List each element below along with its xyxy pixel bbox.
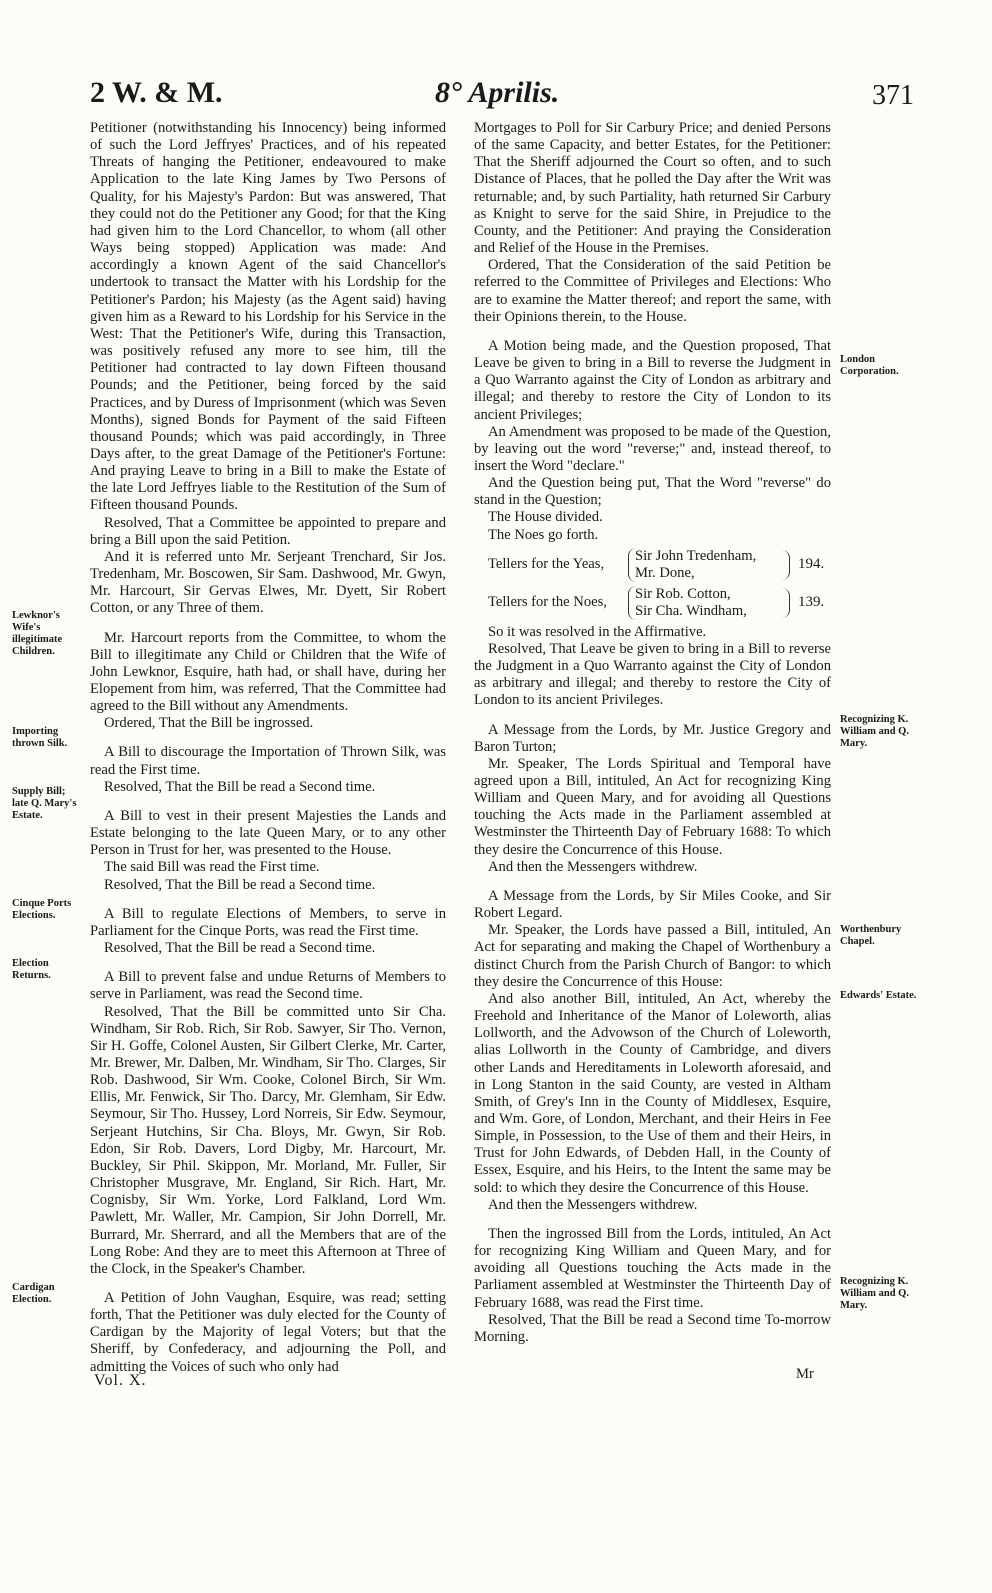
paragraph: Resolved, That the Bill be read a Second time. <box>104 778 376 795</box>
paragraph: Mr. Harcourt reports from the Committee, to whom the Bill to illegitimate any Child or Children that the Wife of John Lewknor, Esquire, hath had, or shall have, during her Elopement from him, was referred, That the Committee had agreed to the Bill without any Amendments. <box>90 629 446 715</box>
tellers-noes-label: Tellers for the Noes, <box>488 594 607 611</box>
teller-name: Sir Rob. Cotton, <box>635 585 731 602</box>
paragraph: Resolved, That the Bill be read a Second time. <box>104 876 376 893</box>
teller-name: Mr. Done, <box>635 564 695 581</box>
tellers-yeas <box>488 546 831 584</box>
paragraph: Mr. Speaker, the Lords have passed a Bill, intituled, An Act for separating and making the Chapel of Worthenbury a distinct Church from the Parish Church of Bangor: to which they desire the Concurrence of this House: <box>474 922 831 990</box>
paragraph: A Bill to discourage the Importation of Thrown Silk, was read the First time. <box>90 744 446 778</box>
side-note-recognizing-1: Recognizing K. William and Q. Mary. <box>840 714 909 749</box>
side-note-cinque: Cinque Ports Elections. <box>12 898 72 921</box>
side-note-silk: Importing thrown Silk. <box>12 726 68 749</box>
paragraph: A Bill to regulate Elections of Members, to serve in Parliament for the Cinque Ports, was read the First time. <box>90 905 446 939</box>
paragraph: Mortgages to Poll for Sir Carbury Price; and denied Persons of the same Capacity, and better Estates, for the Petitioner: That the Sheriff adjourned the Court so often, and to such Distance of Places, that he polled the Day after the Writ was returnable; and, by such Partiality, hath returned Sir Carbury as Knight to serve for the said Shire, in Prejudice to the County, and the Petitioner: And praying the Consideration and Relief of the House in the Premises. <box>474 120 831 257</box>
paragraph: Then the ingrossed Bill from the Lords, intituled, An Act for recognizing King William and Queen Mary, and for avoiding all Questions touching the Acts made in the Parliament assembled at Westminster the Thirteenth Day of February 1688, was read the First time. <box>474 1225 831 1311</box>
teller-name: Sir Cha. Windham, <box>635 602 747 619</box>
paragraph: And the Question being put, That the Word "reverse" do stand in the Question; <box>474 475 831 509</box>
paragraph: Resolved, That the Bill be read a Second time. <box>104 940 376 957</box>
catchword: Mr <box>796 1366 814 1382</box>
paragraph: A Bill to prevent false and undue Returns of Members to serve in Parliament, was read the Second time. <box>90 969 446 1003</box>
paragraph: Mr. Speaker, The Lords Spiritual and Temporal have agreed upon a Bill, intituled, An Act for recognizing King William and Queen Mary, and for avoiding all Questions touching the Acts made in the Parliament assembled at Westminster the Thirteenth Day of February 1688: To which they desire the Concurrence of this House. <box>474 755 831 858</box>
tellers-yeas-names <box>628 548 777 582</box>
paragraph: Resolved, That the Bill be read a Second time To-morrow Morning. <box>474 1311 831 1345</box>
paragraph: Resolved, That a Committee be appointed to prepare and bring a Bill upon the said Petition. <box>90 514 446 548</box>
right-column <box>474 120 831 1346</box>
noes-count: 139. <box>798 594 825 611</box>
side-note-lewknor: Lewknor's Wife's illegitimate Children. <box>12 610 63 657</box>
side-note-supply: Supply Bill; late Q. Mary's Estate. <box>12 786 77 821</box>
paragraph: The House divided. <box>488 509 603 526</box>
side-note-returns: Election Returns. <box>12 958 51 981</box>
side-note-recognizing-2: Recognizing K. William and Q. Mary. <box>840 1276 909 1311</box>
paragraph: The Noes go forth. <box>488 526 599 543</box>
paragraph: And then the Messengers withdrew. <box>488 858 698 875</box>
left-column <box>90 120 446 1376</box>
paragraph: A Message from the Lords, by Mr. Justice Gregory and Baron Turton; <box>474 721 831 755</box>
paragraph: And then the Messengers withdrew. <box>488 1196 698 1213</box>
paragraph: Ordered, That the Consideration of the said Petition be referred to the Committee of Privileges and Elections: Who are to examine the Matter thereof; and report the same, with their Opinions therein, to the House. <box>474 257 831 325</box>
volume-label: Vol. X. <box>94 1372 147 1389</box>
regnal-year: 2 W. & M. <box>90 76 223 109</box>
brace-icon <box>777 588 790 618</box>
paragraph: A Message from the Lords, by Sir Miles Cooke, and Sir Robert Legard. <box>474 887 831 922</box>
side-note-london: London Corporation. <box>840 354 899 377</box>
paragraph: A Petition of John Vaughan, Esquire, was read; setting forth, That the Petitioner was duly elected for the County of Cardigan by the Majority of legal Voters; but that the Sheriff, by Confederacy, and adjourning the Poll, and admitting the Voices of such who only had <box>90 1290 446 1375</box>
side-note-worthenbury: Worthenbury Chapel. <box>840 924 902 947</box>
paragraph: And it is referred unto Mr. Serjeant Trenchard, Sir Jos. Tredenham, Mr. Boscowen, Sir Sam. Dashwood, Mr. Gwyn, Mr. Harcourt, Sir Gervas Elwes, Mr. Dyett, Sir Robert Cotton, or any Three of them. <box>90 548 446 617</box>
paragraph: The said Bill was read the First time. <box>104 859 320 876</box>
page-header <box>0 76 992 120</box>
tellers-yeas-label: Tellers for the Yeas, <box>488 556 605 573</box>
tellers-noes <box>488 584 831 622</box>
paragraph: Resolved, That Leave be given to bring in a Bill to reverse the Judgment in a Quo Warranto against the City of London as arbitrary and illegal; and thereby to restore the City of London to its ancient Privileges. <box>474 640 831 709</box>
date-heading: 8° Aprilis. <box>435 76 560 109</box>
paragraph: And also another Bill, intituled, An Act, whereby the Freehold and Inheritance of the Manor of Loleworth, alias Lollworth, and the Advowson of the Church of Loleworth, alias Lollworth in the County of Cambridge, and divers other Lands and Hereditaments in Loleworth aforesaid, and in Long Stanton in the said County, are vested in Altham Smith, of Grey's Inn in the County of Middlesex, Esquire, and Wm. Gore, of London, Merchant, and their Heirs in Fee Simple, in Possession, to the Use of them and their Heirs, in Trust for John Edwards, of Debden Hall, in the County of Essex, Esquire, and his Heirs, to the Intent the same may be sold: to which they desire the Concurrence of this House. <box>474 990 831 1196</box>
page-number: 371 <box>872 80 914 111</box>
paragraph: A Motion being made, and the Question proposed, That Leave be given to bring in a Bill to reverse the Judgment in a Quo Warranto against the City of London as arbitrary and illegal; and thereby to restore the City of London to its ancient Privileges; <box>474 337 831 423</box>
paragraph: Resolved, That the Bill be committed unto Sir Cha. Windham, Sir Rob. Rich, Sir Rob. Sawyer, Sir Tho. Vernon, Sir H. Goffe, Colonel Austen, Sir Gilbert Clerke, Mr. Carter, Mr. Brewer, Mr. Dalben, Mr. Windham, Sir Tho. Clarges, Sir Rob. Dashwood, Sir Wm. Cooke, Colonel Birch, Sir Wm. Ellis, Mr. Fenwick, Sir Tho. Darcy, Mr. Glemham, Sir Edw. Seymour, Sir Tho. Hussey, Lord Norreis, Sir Edw. Seymour, Serjeant Hutchins, Sir Cha. Bloys, Mr. Gwyn, Sir Rob. Edon, Sir Rob. Davers, Lord Digby, Mr. Harcourt, Mr. Buckley, Sir Phil. Skippon, Mr. Morland, Mr. Fuller, Sir Christopher Musgrave, Mr. England, Sir Rich. Hart, Mr. Cognisby, Sir Wm. Yorke, Lord Falkland, Lord Wm. Pawlett, Mr. Waller, Mr. Campion, Sir John Dorrell, Mr. Burrard, Mr. Sherrard, and all the Members that are of the Long Robe: And they are to meet this Afternoon at Three of the Clock, in the Speaker's Chamber. <box>90 1003 446 1277</box>
paragraph: Ordered, That the Bill be ingrossed. <box>104 715 314 732</box>
side-note-cardigan: Cardigan Election. <box>12 1282 55 1305</box>
brace-icon <box>777 550 790 580</box>
division-tellers <box>488 546 831 622</box>
paragraph: So it was resolved in the Affirmative. <box>488 623 707 640</box>
side-note-edwards: Edwards' Estate. <box>840 990 917 1001</box>
paragraph: Petitioner (notwithstanding his Innocency) being informed of such the Lord Jeffryes' Practices, and of his repeated Threats of hanging the Petitioner, endeavoured to make Application to the late King James by Two Persons of Quality, for his Majesty's Pardon: But was answered, That they could not do the Petitioner any Good; for that the King had given him to the Lord Chancellor, to whom (all other Ways being stopped) Application was made: And accordingly a known Agent of the said Chancellor's undertook to transact the Matter with his Lordship for the Petitioner's Pardon; his Majesty (as the Agent said) having given him as a Reward to his Lordship for his Service in the West: That the Petitioner's Wife, during this Transaction, was positively refused any more to see him, till the Petitioner had contracted to lay down Fifteen thousand Pounds; and the Petitioner, being forced by the said Practices, and by Duress of Imprisonment (which was Seven Months), signed Bonds for Payment of the said Fifteen thousand Pounds; which was paid accordingly, in Three Days after, to the great Damage of the Petitioner's Fortune: And praying Leave to bring in a Bill to make the Estate of the late Lord Jeffryes liable to the Restitution of the Sum of Fifteen thousand Pounds. <box>90 120 446 514</box>
yeas-count: 194. <box>798 556 825 573</box>
tellers-noes-names <box>628 586 777 620</box>
teller-name: Sir John Tredenham, <box>635 547 757 564</box>
paragraph: A Bill to vest in their present Majesties the Lands and Estate belonging to the late Queen Mary, or to any other Person in Trust for her, was presented to the House. <box>90 807 446 859</box>
paragraph: An Amendment was proposed to be made of the Question, by leaving out the word "reverse;" and, instead thereof, to insert the Word "declare." <box>474 423 831 474</box>
